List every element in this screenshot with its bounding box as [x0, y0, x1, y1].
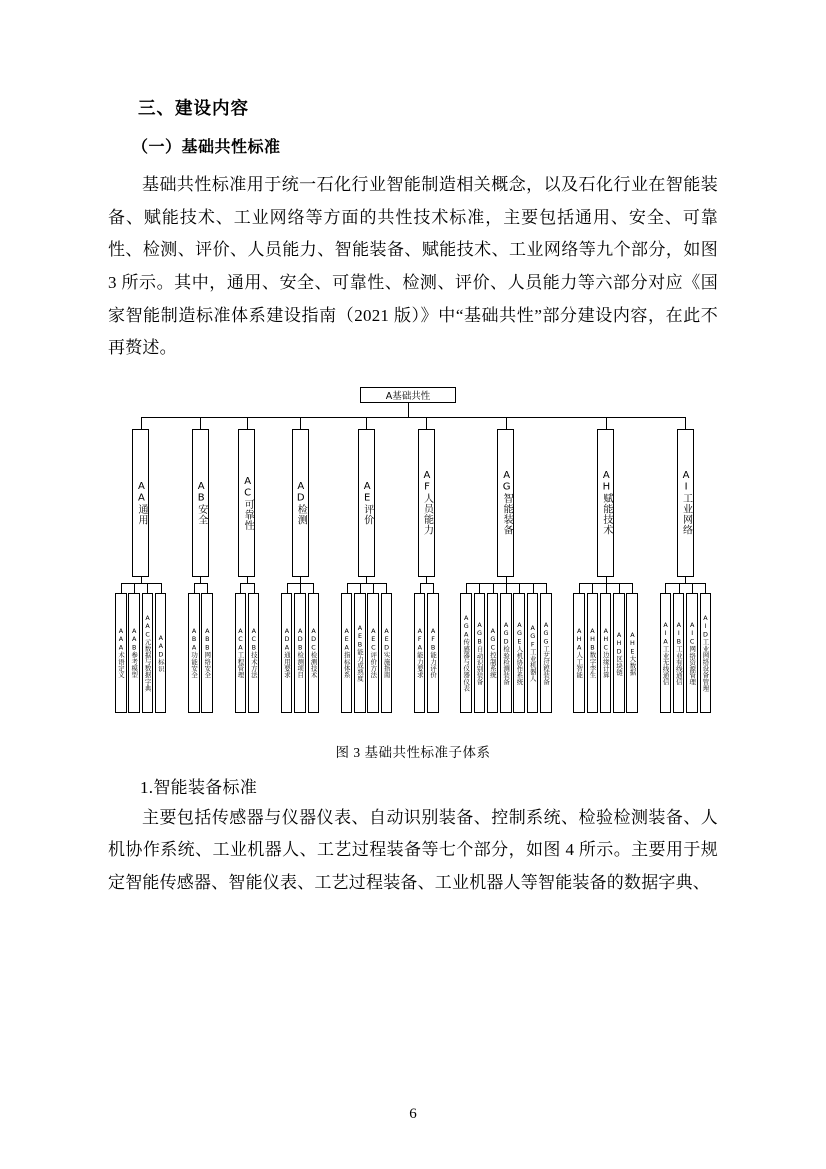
diagram-connector — [300, 583, 301, 593]
diagram-branch-node: AF人员能力 — [418, 429, 435, 577]
diagram-leaf-node: ABA功能安全 — [188, 593, 200, 713]
diagram-leaf-node: AHE大数据 — [626, 593, 638, 713]
diagram-connector — [247, 417, 248, 429]
diagram-connector — [433, 583, 434, 593]
diagram-leaf-node: AIA工业无线通信 — [660, 593, 672, 713]
diagram-leaf-node: ACA工程管理 — [235, 593, 247, 713]
diagram-connector — [240, 583, 253, 584]
diagram-connector — [300, 417, 301, 429]
section-heading: 三、建设内容 — [138, 99, 249, 119]
diagram-branch-node: AA通用 — [132, 429, 149, 577]
diagram-canvas — [108, 387, 718, 737]
diagram-connector — [373, 583, 374, 593]
diagram-connector — [692, 583, 693, 593]
diagram-leaf-node: AGC控制系统 — [487, 593, 499, 713]
diagram-connector — [606, 417, 607, 429]
diagram-connector — [147, 583, 148, 593]
diagram-leaf-node: AIB工业有线通信 — [673, 593, 685, 713]
diagram-connector — [408, 403, 409, 417]
diagram-leaf-node: AAD标识 — [155, 593, 167, 713]
diagram-connector — [161, 583, 162, 593]
diagram-leaf-node: ADC检测技术 — [308, 593, 320, 713]
diagram-connector — [533, 583, 534, 593]
diagram-connector — [386, 583, 387, 593]
diagram-connector — [665, 583, 666, 593]
diagram-connector — [347, 583, 348, 593]
figure-3 — [108, 387, 718, 737]
diagram-connector — [207, 583, 208, 593]
diagram-leaf-node: AFA能力要求 — [414, 593, 426, 713]
diagram-leaf-node: AHA人工智能 — [573, 593, 585, 713]
diagram-connector — [254, 583, 255, 593]
diagram-connector — [506, 583, 507, 593]
diagram-leaf-node: AGE人机协作系统 — [513, 593, 525, 713]
diagram-leaf-node: ADB检测项目 — [294, 593, 306, 713]
diagram-connector — [200, 417, 201, 429]
diagram-connector — [121, 583, 161, 584]
diagram-connector — [466, 583, 467, 593]
diagram-connector — [194, 583, 207, 584]
diagram-branch-node: AG智能装备 — [497, 429, 514, 577]
page-number: 6 — [409, 1106, 417, 1122]
diagram-connector — [479, 583, 480, 593]
diagram-connector — [366, 417, 367, 429]
diagram-leaf-node: AHD区块链 — [613, 593, 625, 713]
diagram-leaf-node: AEA指标体系 — [341, 593, 353, 713]
diagram-branch-node: AC可靠性 — [238, 429, 255, 577]
diagram-connector — [287, 583, 288, 593]
diagram-branch-node: AH赋能技术 — [597, 429, 614, 577]
diagram-leaf-node: ACB技术方法 — [248, 593, 260, 713]
diagram-connector — [360, 583, 361, 593]
diagram-branch-node: AI工业网络 — [677, 429, 694, 577]
diagram-connector — [141, 417, 686, 418]
diagram-leaf-node: AGB自动识别装备 — [474, 593, 486, 713]
diagram-connector — [665, 583, 705, 584]
diagram-leaf-node: AAA术语定义 — [115, 593, 127, 713]
diagram-connector — [426, 417, 427, 429]
diagram-leaf-node: AGA传感器与仪器仪表 — [460, 593, 472, 713]
diagram-connector — [579, 583, 580, 593]
diagram-connector — [606, 583, 607, 593]
diagram-connector — [134, 583, 135, 593]
diagram-leaf-node: AGF工业机器人 — [527, 593, 539, 713]
figure-caption: 图 3 基础共性标准子体系 — [335, 744, 491, 760]
diagram-connector — [679, 583, 680, 593]
diagram-root-node: A基础共性 — [360, 387, 456, 403]
diagram-connector — [592, 583, 593, 593]
diagram-leaf-node: AAB参考模型 — [128, 593, 140, 713]
diagram-connector — [632, 583, 633, 593]
item-heading-1: 1.智能装备标准 — [140, 777, 258, 797]
diagram-connector — [347, 583, 387, 584]
diagram-connector — [705, 583, 706, 593]
diagram-leaf-node: AID工业网络设备管理 — [700, 593, 712, 713]
diagram-connector — [141, 417, 142, 429]
diagram-leaf-node: AGD检验检测装备 — [500, 593, 512, 713]
diagram-connector — [619, 583, 620, 593]
diagram-leaf-node: ABB网络安全 — [201, 593, 213, 713]
diagram-leaf-node: AGG工艺过程装备 — [540, 593, 552, 713]
diagram-connector — [519, 583, 520, 593]
diagram-leaf-node: AED实施指南 — [381, 593, 393, 713]
paragraph-2: 主要包括传感器与仪器仪表、自动识别装备、控制系统、检验检测装备、人机协作系统、工业机器人、工艺过程装备等七个部分，如图 4 所示。主要用于规定智能传感器、智能仪表、工艺过程装备、工业机器人等智能装备的数据字典、 — [108, 807, 718, 892]
diagram-branch-node: AB安全 — [192, 429, 209, 577]
diagram-connector — [240, 583, 241, 593]
diagram-connector — [506, 417, 507, 429]
diagram-connector — [685, 417, 686, 429]
diagram-leaf-node: AIC网络资源管理 — [686, 593, 698, 713]
diagram-branch-node: AD检测 — [292, 429, 309, 577]
diagram-connector — [420, 583, 421, 593]
diagram-leaf-node: AAC元数据与数据字典 — [142, 593, 154, 713]
diagram-leaf-node: AHC边缘计算 — [600, 593, 612, 713]
diagram-connector — [493, 583, 494, 593]
diagram-connector — [546, 583, 547, 593]
diagram-connector — [194, 583, 195, 593]
diagram-connector — [121, 583, 122, 593]
paragraph-1: 基础共性标准用于统一石化行业智能制造相关概念，以及石化行业在智能装备、赋能技术、工业网络等方面的共性技术标准，主要包括通用、安全、可靠性、检测、评价、人员能力、智能装备、赋能技术、工业网络等九个部分，如图 3 所示。其中，通用、安全、可靠性、检测、评价、人员能力等六部分对应《国家智能制造标准体系建设指南（2021 版）》中“基础共性”部分建设内容，在此不再赘述。 — [108, 175, 718, 358]
diagram-leaf-node: AEB能力成熟度 — [354, 593, 366, 713]
diagram-connector — [420, 583, 433, 584]
subsection-heading: （一）基础共性标准 — [132, 137, 281, 156]
diagram-branch-node: AE评价 — [358, 429, 375, 577]
diagram-leaf-node: AEC评价方法 — [367, 593, 379, 713]
diagram-leaf-node: AFB能力评价 — [427, 593, 439, 713]
diagram-leaf-node: AHB数字孪生 — [587, 593, 599, 713]
diagram-leaf-node: ADA通用要求 — [281, 593, 293, 713]
diagram-connector — [313, 583, 314, 593]
